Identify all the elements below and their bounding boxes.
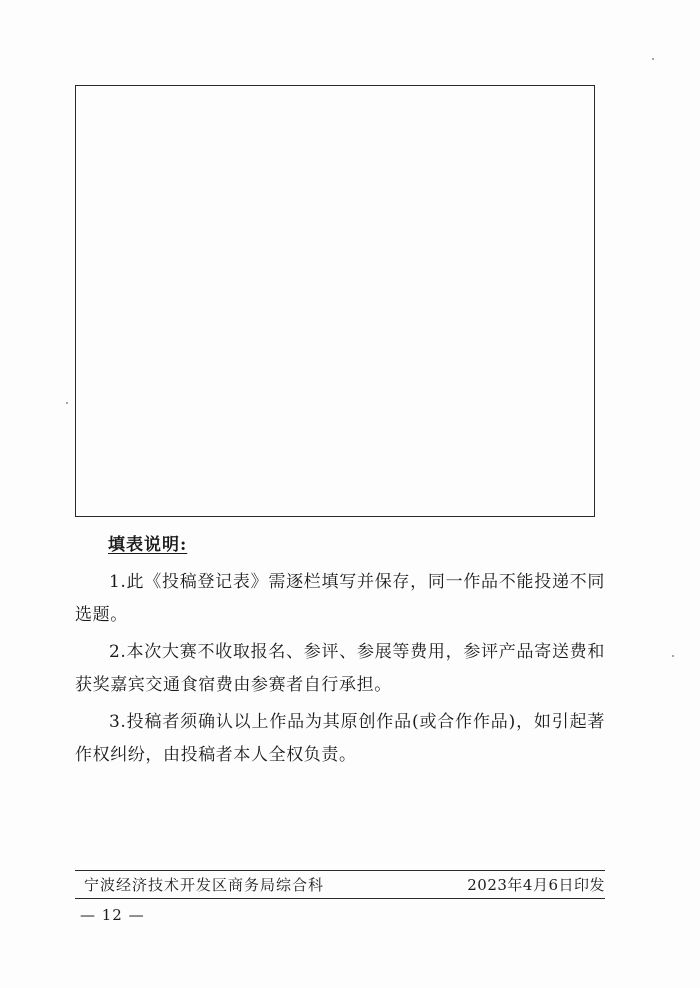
instruction-item-1: 1.此《投稿登记表》需逐栏填写并保存，同一作品不能投递不同选题。	[75, 572, 605, 625]
scan-speck	[652, 58, 654, 60]
footer-organization: 宁波经济技术开发区商务局综合科	[84, 876, 325, 894]
footer-issue-date: 2023年4月6日印发	[467, 876, 605, 894]
instruction-item-2: 2.本次大赛不收取报名、参评、参展等费用，参评产品寄送费和获奖嘉宾交通食宿费由参赛者自行承担。	[75, 642, 605, 695]
footer-bottom-rule	[75, 898, 605, 899]
scan-speck	[66, 402, 68, 404]
scan-speck	[672, 655, 674, 657]
page-number: — 12 —	[80, 906, 145, 924]
section-heading: 填表说明:	[108, 535, 188, 555]
footer-top-rule	[75, 870, 605, 871]
instruction-item-3: 3.投稿者须确认以上作品为其原创作品(或合作作品)，如引起著作权纠纷，由投稿者本人全权负责。	[75, 712, 605, 765]
blank-form-box	[75, 85, 595, 517]
